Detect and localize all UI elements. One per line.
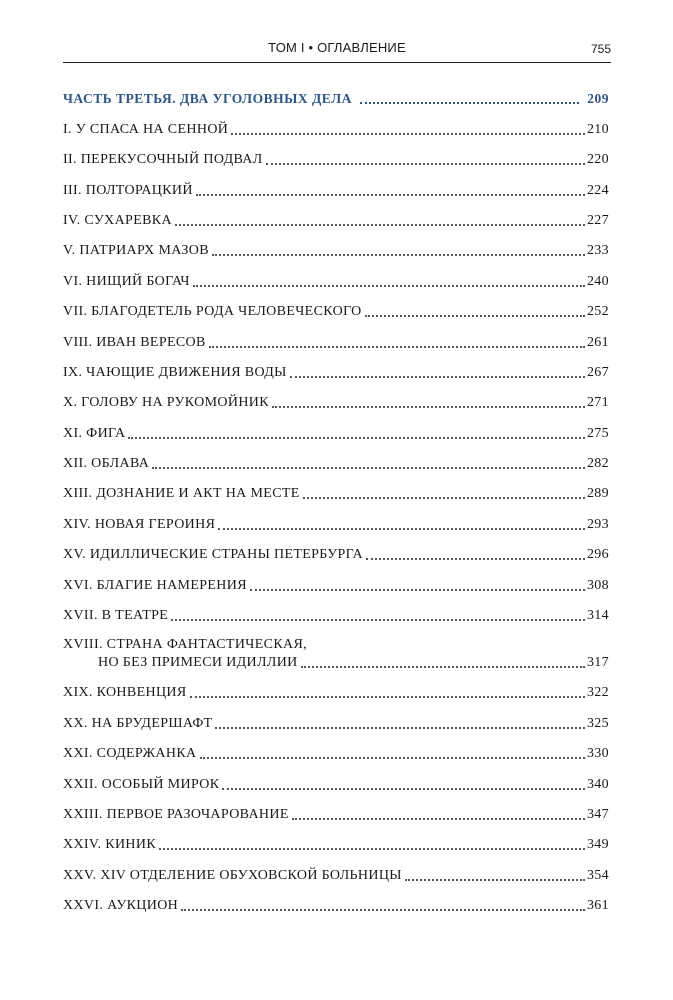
dot-leader bbox=[222, 787, 585, 790]
toc-entry-page: 296 bbox=[586, 547, 609, 563]
running-title: ТОМ I • ОГЛАВЛЕНИЕ bbox=[268, 40, 406, 55]
dot-leader bbox=[193, 284, 585, 287]
toc-entry-page: 261 bbox=[586, 334, 609, 350]
toc-entry-page: 233 bbox=[586, 243, 609, 259]
dot-leader bbox=[128, 436, 585, 439]
toc-entry-page: 354 bbox=[586, 867, 609, 883]
toc-entry-title: XI. ФИГА bbox=[63, 425, 126, 441]
toc-entry[interactable] bbox=[63, 139, 609, 169]
toc-entry[interactable] bbox=[63, 564, 609, 594]
dot-leader bbox=[292, 817, 585, 820]
toc-entry-page: 282 bbox=[586, 456, 609, 472]
toc-entry-title: I. У СПАСА НА СЕННОЙ bbox=[63, 121, 229, 137]
toc-entry-title: XXVI. АУКЦИОН bbox=[63, 898, 179, 914]
toc-entry-page: 271 bbox=[586, 395, 609, 411]
toc-entry-page: 293 bbox=[586, 516, 609, 532]
toc-entry[interactable] bbox=[63, 794, 609, 824]
toc-entry[interactable] bbox=[63, 595, 609, 625]
toc-entry-page: 252 bbox=[586, 304, 609, 320]
toc-part-heading[interactable] bbox=[63, 78, 609, 108]
toc-entry[interactable] bbox=[63, 291, 609, 321]
toc-entry[interactable] bbox=[63, 672, 609, 702]
toc-entry[interactable] bbox=[63, 625, 609, 672]
dot-leader bbox=[196, 193, 585, 196]
toc-entry[interactable] bbox=[63, 412, 609, 442]
toc-entry[interactable] bbox=[63, 702, 609, 732]
toc-entry[interactable] bbox=[63, 352, 609, 382]
toc-entry[interactable] bbox=[63, 321, 609, 351]
toc-entry[interactable] bbox=[63, 503, 609, 533]
toc-entry-title-continued: НО БЕЗ ПРИМЕСИ ИДИЛЛИИ bbox=[98, 655, 298, 671]
toc-entry-title: XXII. ОСОБЫЙ МИРОК bbox=[63, 776, 220, 792]
toc-part-page: 209 bbox=[587, 91, 609, 107]
dot-leader bbox=[212, 253, 585, 256]
toc-entry-page: 340 bbox=[586, 776, 609, 792]
toc-entry-page: 314 bbox=[586, 608, 609, 624]
dot-leader bbox=[209, 345, 585, 348]
toc-entry-title: III. ПОЛТОРАЦКИЙ bbox=[63, 182, 193, 198]
dot-leader bbox=[152, 466, 585, 469]
toc-entry-page: 349 bbox=[586, 837, 609, 853]
dot-leader bbox=[301, 665, 585, 668]
toc-entry[interactable] bbox=[63, 169, 609, 199]
dot-leader bbox=[200, 756, 585, 759]
dot-leader bbox=[190, 695, 585, 698]
toc-entry[interactable] bbox=[63, 200, 609, 230]
toc-entry-title: XVII. В ТЕАТРЕ bbox=[63, 608, 169, 624]
toc-entry-page: 322 bbox=[586, 685, 609, 701]
toc-entry-title: XVI. БЛАГИЕ НАМЕРЕНИЯ bbox=[63, 577, 247, 593]
toc-entry-title: XV. ИДИЛЛИЧЕСКИЕ СТРАНЫ ПЕТЕРБУРГА bbox=[63, 547, 363, 563]
toc-entry-page: 220 bbox=[586, 152, 609, 168]
dot-leader bbox=[159, 847, 585, 850]
dot-leader bbox=[266, 162, 585, 165]
toc-entry[interactable] bbox=[63, 824, 609, 854]
dot-leader bbox=[215, 726, 585, 729]
toc-entry-title: XXI. СОДЕРЖАНКА bbox=[63, 746, 197, 762]
dot-leader bbox=[366, 557, 585, 560]
dot-leader bbox=[175, 223, 585, 226]
toc-entry-page: 308 bbox=[586, 577, 609, 593]
toc-entry-page: 361 bbox=[586, 898, 609, 914]
toc-entry[interactable] bbox=[63, 473, 609, 503]
toc-entry[interactable] bbox=[63, 230, 609, 260]
dot-leader bbox=[218, 527, 585, 530]
toc-entry[interactable] bbox=[63, 534, 609, 564]
toc-entry-title: XX. НА БРУДЕРШАФТ bbox=[63, 715, 213, 731]
dot-leader bbox=[360, 101, 579, 104]
toc-entry-title: XIX. КОНВЕНЦИЯ bbox=[63, 685, 187, 701]
toc-entry-page: 210 bbox=[586, 121, 609, 137]
toc-part-title: ЧАСТЬ ТРЕТЬЯ. ДВА УГОЛОВНЫХ ДЕЛА bbox=[63, 91, 352, 107]
toc-entry-title: XII. ОБЛАВА bbox=[63, 456, 150, 472]
toc-entry-title: XXIV. КИНИК bbox=[63, 837, 157, 853]
dot-leader bbox=[231, 132, 585, 135]
toc-entry[interactable] bbox=[63, 260, 609, 290]
toc-entry-title: VI. НИЩИЙ БОГАЧ bbox=[63, 273, 190, 289]
toc-entry-page: 330 bbox=[586, 746, 609, 762]
toc-entry[interactable] bbox=[63, 733, 609, 763]
toc-entry-page: 275 bbox=[586, 425, 609, 441]
dot-leader bbox=[250, 588, 585, 591]
toc-entry-title: X. ГОЛОВУ НА РУКОМОЙНИК bbox=[63, 395, 269, 411]
toc-entry-title: II. ПЕРЕКУСОЧНЫЙ ПОДВАЛ bbox=[63, 152, 263, 168]
toc-entry-page: 317 bbox=[586, 655, 609, 671]
page-number: 755 bbox=[590, 42, 611, 56]
toc-entry-page: 325 bbox=[586, 715, 609, 731]
toc-entry[interactable] bbox=[63, 382, 609, 412]
dot-leader bbox=[303, 496, 585, 499]
toc-entry-title: IV. СУХАРЕВКА bbox=[63, 212, 172, 228]
toc-entry-page: 289 bbox=[586, 486, 609, 502]
toc-entry[interactable] bbox=[63, 108, 609, 138]
toc-entry-line2 bbox=[63, 654, 609, 672]
dot-leader bbox=[405, 878, 585, 881]
dot-leader bbox=[181, 908, 585, 911]
toc-entry-title: XIV. НОВАЯ ГЕРОИНЯ bbox=[63, 516, 216, 532]
toc-entry-title: XVIII. СТРАНА ФАНТАСТИЧЕСКАЯ, bbox=[63, 637, 308, 653]
toc-entry[interactable] bbox=[63, 763, 609, 793]
dot-leader bbox=[272, 405, 585, 408]
dot-leader bbox=[365, 314, 585, 317]
toc-entry[interactable] bbox=[63, 885, 609, 915]
toc-entry-title: XIII. ДОЗНАНИЕ И АКТ НА МЕСТЕ bbox=[63, 486, 300, 502]
toc-entry-title: XXIII. ПЕРВОЕ РАЗОЧАРОВАНИЕ bbox=[63, 806, 289, 822]
toc-entry-title: V. ПАТРИАРХ МАЗОВ bbox=[63, 243, 209, 259]
toc-entry-title: VIII. ИВАН ВЕРЕСОВ bbox=[63, 334, 206, 350]
toc-entry-page: 267 bbox=[586, 364, 609, 380]
toc-entry-page: 347 bbox=[586, 806, 609, 822]
dot-leader bbox=[290, 375, 585, 378]
running-head bbox=[63, 36, 611, 63]
toc-entry[interactable] bbox=[63, 443, 609, 473]
toc-entry-page: 227 bbox=[586, 212, 609, 228]
toc-entry-page: 240 bbox=[586, 273, 609, 289]
toc-entry-title: XXV. XIV ОТДЕЛЕНИЕ ОБУХОВСКОЙ БОЛЬНИЦЫ bbox=[63, 867, 402, 883]
toc-entry-page: 224 bbox=[586, 182, 609, 198]
toc-entry[interactable] bbox=[63, 854, 609, 884]
toc-entry-title: IX. ЧАЮЩИЕ ДВИЖЕНИЯ ВОДЫ bbox=[63, 364, 287, 380]
table-of-contents bbox=[63, 78, 609, 915]
toc-entry-title: VII. БЛАГОДЕТЕЛЬ РОДА ЧЕЛОВЕЧЕСКОГО bbox=[63, 304, 362, 320]
dot-leader bbox=[171, 618, 585, 621]
